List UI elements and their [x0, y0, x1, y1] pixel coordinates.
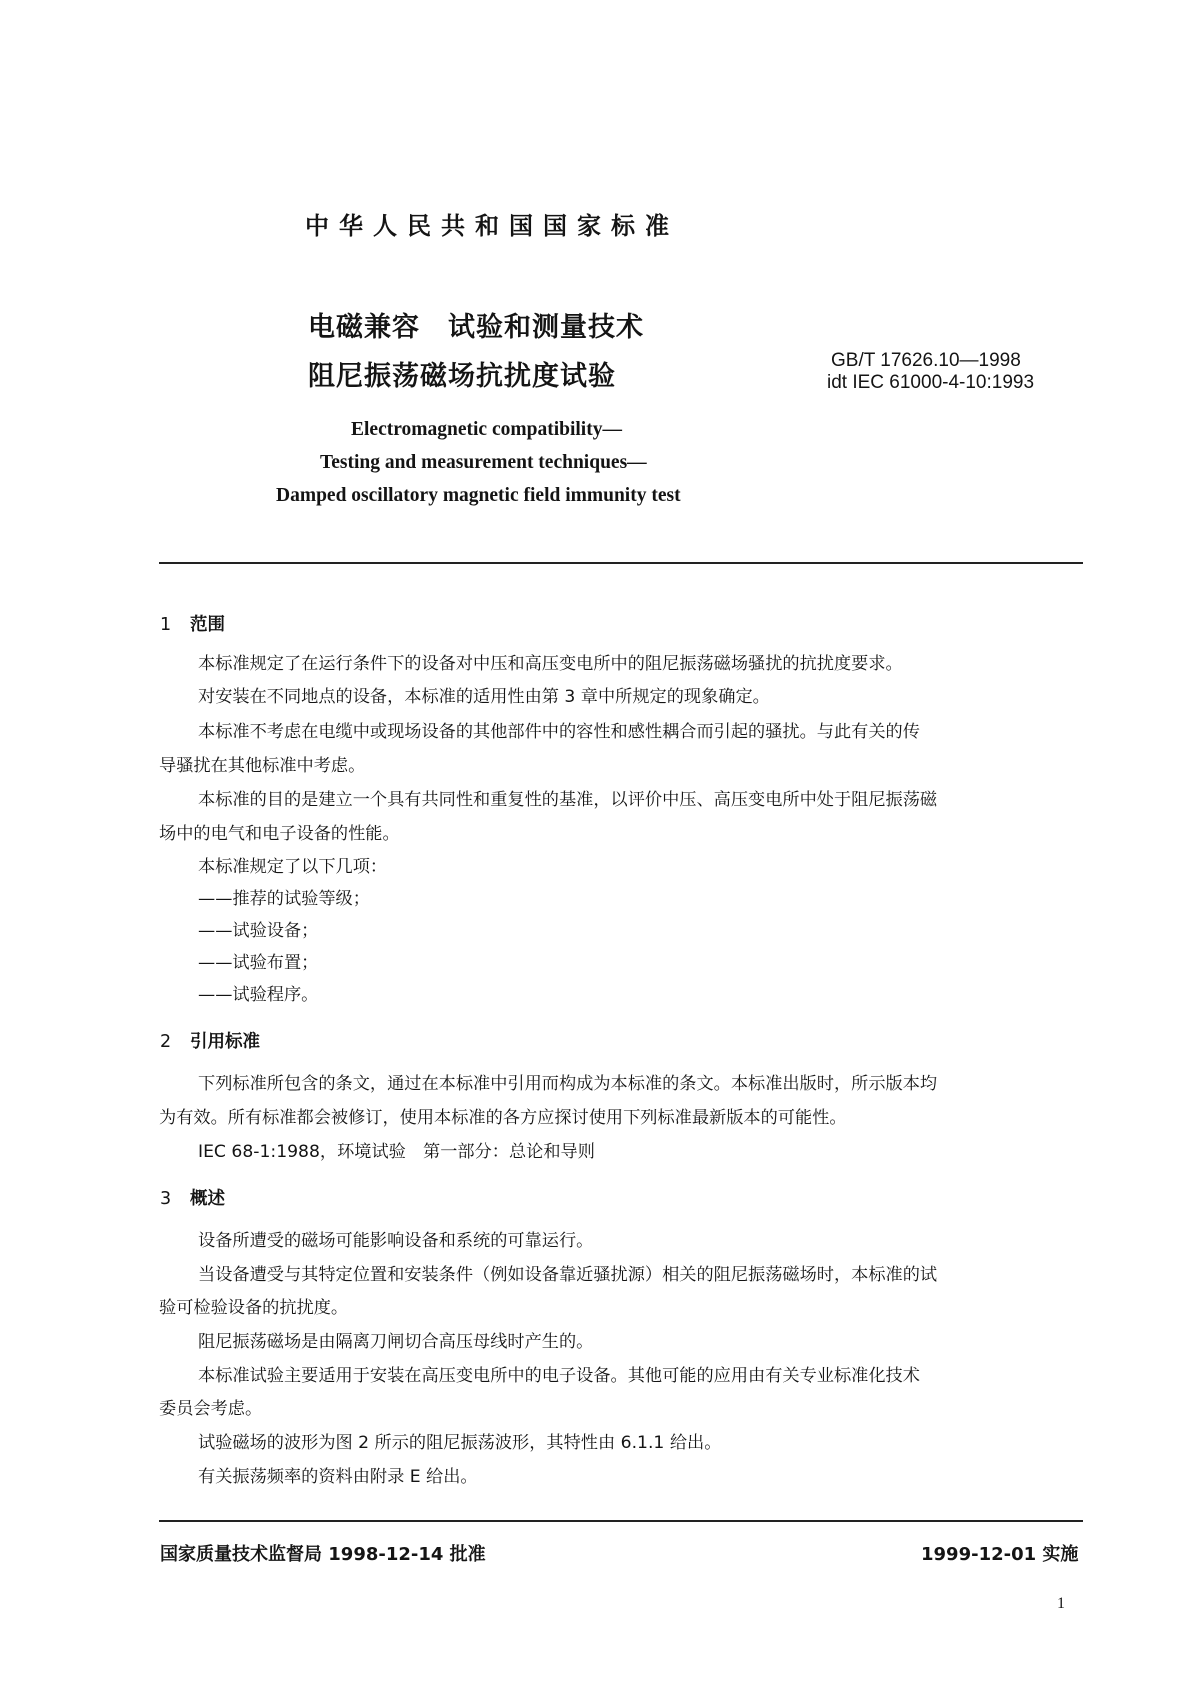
section-title: 范围 — [190, 615, 225, 635]
list-item: ——试验程序。 — [198, 985, 319, 1005]
reference-item: IEC 68-1:1988，环境试验 第一部分：总论和导则 — [198, 1142, 595, 1162]
footer-divider — [159, 1520, 1083, 1522]
section-number: 2 — [160, 1032, 172, 1052]
paragraph-line: 场中的电气和电子设备的性能。 — [159, 824, 400, 844]
paragraph-line: 下列标准所包含的条文，通过在本标准中引用而构成为本标准的条文。本标准出版时，所示版本均 — [198, 1074, 938, 1094]
paragraph-line: 本标准不考虑在电缆中或现场设备的其他部件中的容性和感性耦合而引起的骚扰。与此有关的传 — [198, 722, 920, 742]
section-heading — [160, 611, 225, 636]
paragraph-line: 对安装在不同地点的设备，本标准的适用性由第 3 章中所规定的现象确定。 — [198, 687, 770, 707]
section-heading — [160, 1028, 260, 1053]
paragraph-line: 设备所遭受的磁场可能影响设备和系统的可靠运行。 — [198, 1231, 594, 1251]
paragraph-line: 本标准规定了在运行条件下的设备对中压和高压变电所中的阻尼振荡磁场骚扰的抗扰度要求。 — [198, 654, 903, 674]
paragraph-line: 有关振荡频率的资料由附录 E 给出。 — [198, 1467, 478, 1487]
paragraph-line: 为有效。所有标准都会被修订，使用本标准的各方应探讨使用下列标准最新版本的可能性。 — [159, 1108, 847, 1128]
document-title-line1: 电磁兼容 试验和测量技术 — [308, 312, 644, 343]
paragraph-line: 试验磁场的波形为图 2 所示的阻尼振荡波形，其特性由 6.1.1 给出。 — [198, 1433, 722, 1453]
list-item: ——试验布置； — [198, 953, 319, 973]
paragraph-line: 阻尼振荡磁场是由隔离刀闸切合高压母线时产生的。 — [198, 1332, 594, 1352]
document-title-line2: 阻尼振荡磁场抗扰度试验 — [308, 361, 616, 392]
paragraph-line: 本标准试验主要适用于安装在高压变电所中的电子设备。其他可能的应用由有关专业标准化技术 — [198, 1366, 920, 1386]
standard-code — [827, 350, 1034, 394]
paragraph-line: 委员会考虑。 — [159, 1399, 263, 1419]
approval-date: 国家质量技术监督局 1998-12-14 批准 — [160, 1544, 486, 1565]
section-title: 概述 — [190, 1189, 225, 1209]
english-title-line3: Damped oscillatory magnetic field immunity test — [276, 485, 681, 506]
english-title-line1: Electromagnetic compatibility— — [351, 419, 622, 440]
section-number: 3 — [160, 1189, 172, 1209]
paragraph-line: 本标准的目的是建立一个具有共同性和重复性的基准，以评价中压、高压变电所中处于阻尼振荡磁 — [198, 790, 938, 810]
standard-number: GB/T 17626.10—1998 — [831, 350, 1021, 371]
section-title: 引用标准 — [190, 1032, 260, 1052]
national-standard-title: 中华人民共和国国家标准 — [305, 212, 679, 240]
english-title-line2: Testing and measurement techniques— — [320, 452, 647, 473]
paragraph-line: 当设备遭受与其特定位置和安装条件（例如设备靠近骚扰源）相关的阻尼振荡磁场时，本标准的试 — [198, 1265, 938, 1285]
section-heading — [160, 1185, 225, 1210]
section-number: 1 — [160, 615, 172, 635]
list-item: ——推荐的试验等级； — [198, 889, 370, 909]
paragraph-line: 本标准规定了以下几项： — [198, 857, 388, 877]
page-number: 1 — [1057, 1595, 1065, 1612]
implementation-date: 1999-12-01 实施 — [921, 1544, 1079, 1565]
header-divider — [159, 562, 1083, 564]
paragraph-line: 验可检验设备的抗扰度。 — [159, 1298, 349, 1318]
list-item: ——试验设备； — [198, 921, 319, 941]
standard-equivalence: idt IEC 61000-4-10:1993 — [827, 372, 1035, 393]
paragraph-line: 导骚扰在其他标准中考虑。 — [159, 756, 366, 776]
